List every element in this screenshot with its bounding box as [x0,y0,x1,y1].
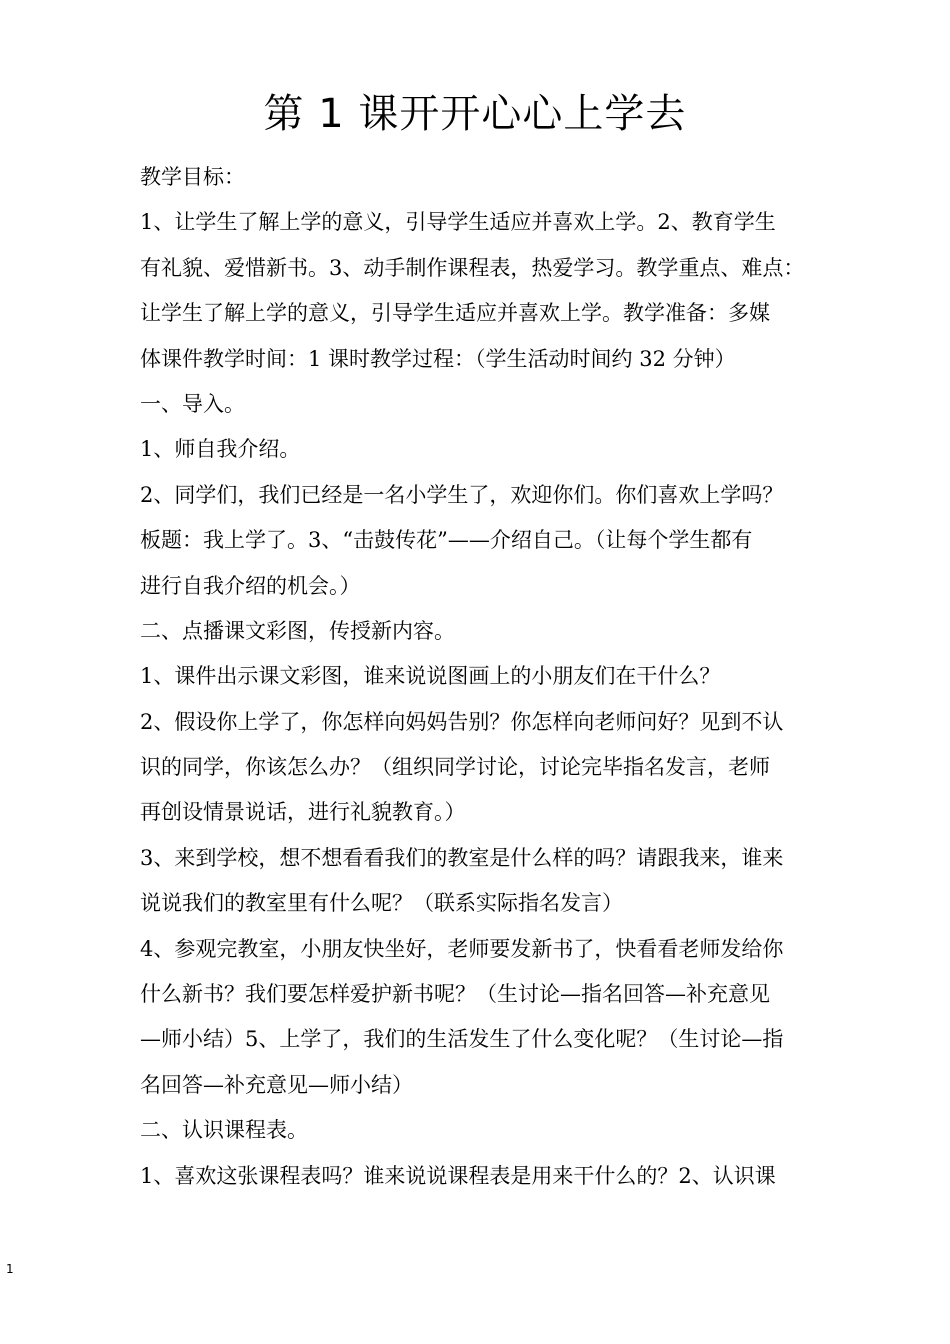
page-number: 1 [6,1262,14,1276]
text-line: 二、认识课程表。 [140,1118,308,1143]
text-line: 板题：我上学了。3、“击鼓传花”——介绍自己。（让每个学生都有 [140,528,753,553]
text-line: 名回答—补充意见—师小结） [140,1072,413,1097]
text-line: 什么新书？我们要怎样爱护新书呢？（生讨论—指名回答—补充意见 [140,982,770,1007]
text-line: 4、参观完教室，小朋友快坐好，老师要发新书了，快看看老师发给你 [140,936,784,961]
text-line: 3、来到学校，想不想看看我们的教室是什么样的吗？请跟我来，谁来 [140,845,784,870]
text-line: 2、假设你上学了，你怎样向妈妈告别？你怎样向老师问好？见到不认 [140,709,784,734]
text-line: 二、点播课文彩图，传授新内容。 [140,618,455,643]
text-line: 让学生了解上学的意义，引导学生适应并喜欢上学。教学准备：多媒 [140,301,770,326]
text-line: 一、导入。 [140,391,245,416]
text-line: 识的同学，你该怎么办？（组织同学讨论，讨论完毕指名发言，老师 [140,755,770,780]
text-line: 进行自我介绍的机会。） [140,573,361,598]
text-line: 1、师自我介绍。 [140,437,301,462]
text-line: 1、让学生了解上学的意义，引导学生适应并喜欢上学。2、教育学生 [140,210,776,235]
text-line: 1、课件出示课文彩图，谁来说说图画上的小朋友们在干什么？ [140,664,721,689]
document-body [140,155,830,1199]
text-line: 体课件教学时间：1 课时教学过程：（学生活动时间约 32 分钟） [140,346,736,371]
document-title: 第 1 课开开心心上学去 [263,91,687,137]
text-line: 有礼貌、爱惜新书。3、动手制作课程表，热爱学习。教学重点、难点： [140,255,805,280]
text-line: 教学目标： [140,165,245,189]
text-line: —师小结）5、上学了，我们的生活发生了什么变化呢？（生讨论—指 [140,1027,784,1052]
text-line: 再创设情景说话，进行礼貌教育。） [140,800,466,825]
text-line: 1、喜欢这张课程表吗？谁来说说课程表是用来干什么的？2、认识课 [140,1163,776,1188]
text-line: 说说我们的教室里有什么呢？（联系实际指名发言） [140,891,623,916]
text-line: 2、同学们，我们已经是一名小学生了，欢迎你们。你们喜欢上学吗？ [140,482,784,507]
